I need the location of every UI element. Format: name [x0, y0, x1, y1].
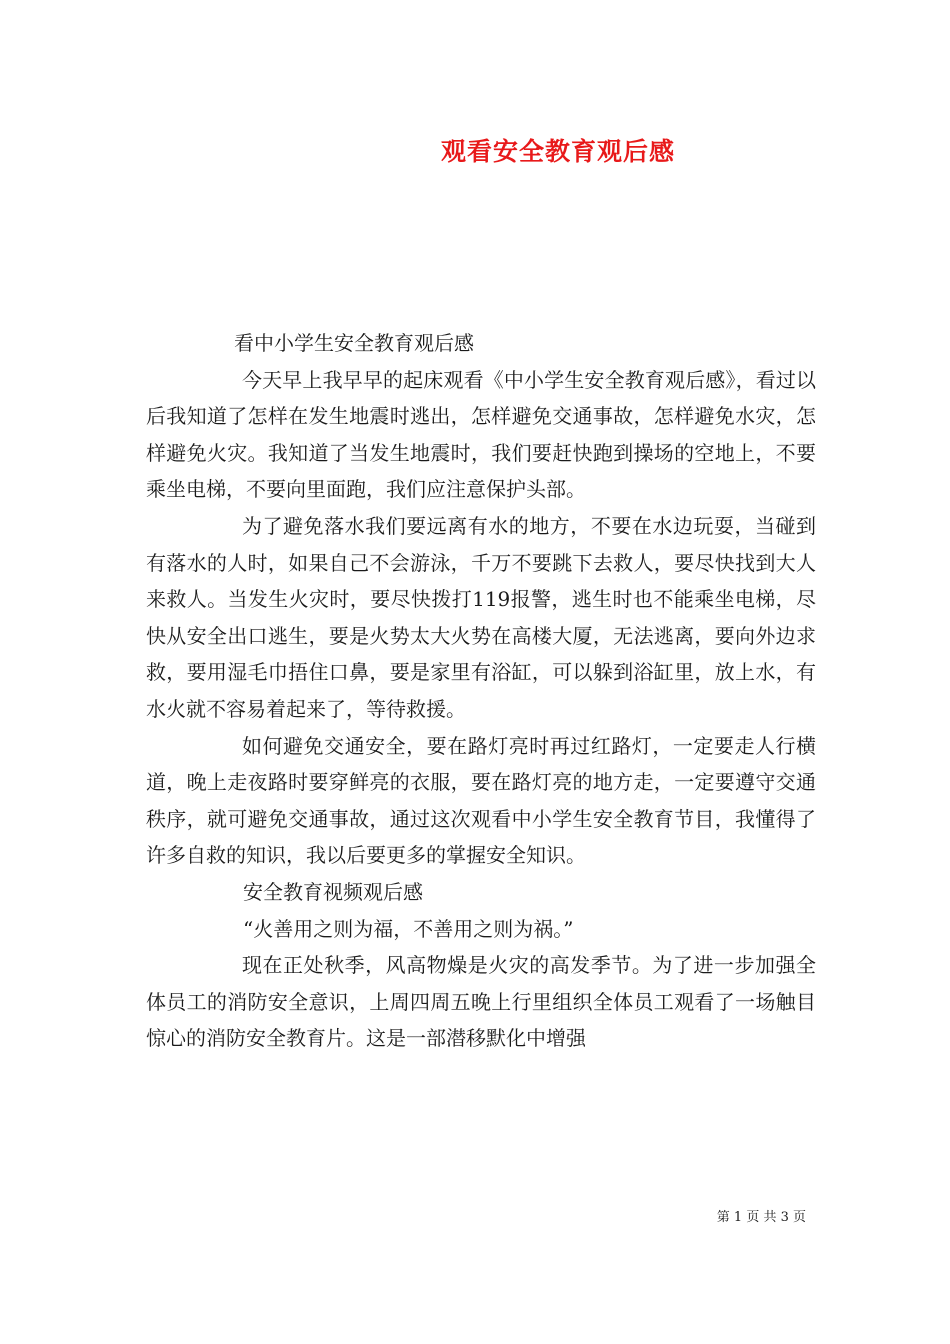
- section-heading: 看中小学生安全教育观后感: [234, 331, 474, 355]
- page-title: 观看安全教育观后感: [440, 137, 675, 166]
- page-number: 第 1 页 共 3 页: [716, 1210, 806, 1225]
- paragraph: 为了避免落水我们要远离有水的地方，不要在水边玩耍，当碰到有落水的人时，如果自己不会游泳，千万不要跳下去救人，要尽快找到大人来救人。当发生火灾时，要尽快拨打119报警，逃生时也不能乘坐电梯，尽快从安全出口逃生，要是火势太大火势在高楼大厦，无法逃离，要向外边求救，要用湿毛巾捂住口鼻，要是家里有浴缸，可以躲到浴缸里，放上水，有水火就不容易着起来了，等待救援。: [146, 513, 816, 721]
- paragraph: 现在正处秋季，风高物燥是火灾的高发季节。为了进一步加强全体员工的消防安全意识，上周四周五晚上行里组织全体员工观看了一场触目惊心的消防安全教育片。这是一部潜移默化中增强: [146, 953, 816, 1051]
- quote: “火善用之则为福，不善用之则为祸。”: [243, 916, 574, 941]
- paragraph: 今天早上我早早的起床观看《中小学生安全教育观后感》，看过以后我知道了怎样在发生地震时逃出，怎样避免交通事故，怎样避免水灾，怎样避免火灾。我知道了当发生地震时，我们要赶快跑到操场的空地上，不要乘坐电梯，不要向里面跑，我们应注意保护头部。: [146, 367, 816, 502]
- paragraph: 如何避免交通安全，要在路灯亮时再过红路灯，一定要走人行横道，晚上走夜路时要穿鲜亮的衣服，要在路灯亮的地方走，一定要遵守交通秩序，就可避免交通事故，通过这次观看中小学生安全教育节目，我懂得了许多自救的知识，我以后要更多的掌握安全知识。: [146, 733, 816, 868]
- document-body: [146, 325, 816, 1057]
- section-heading: 安全教育视频观后感: [243, 879, 423, 904]
